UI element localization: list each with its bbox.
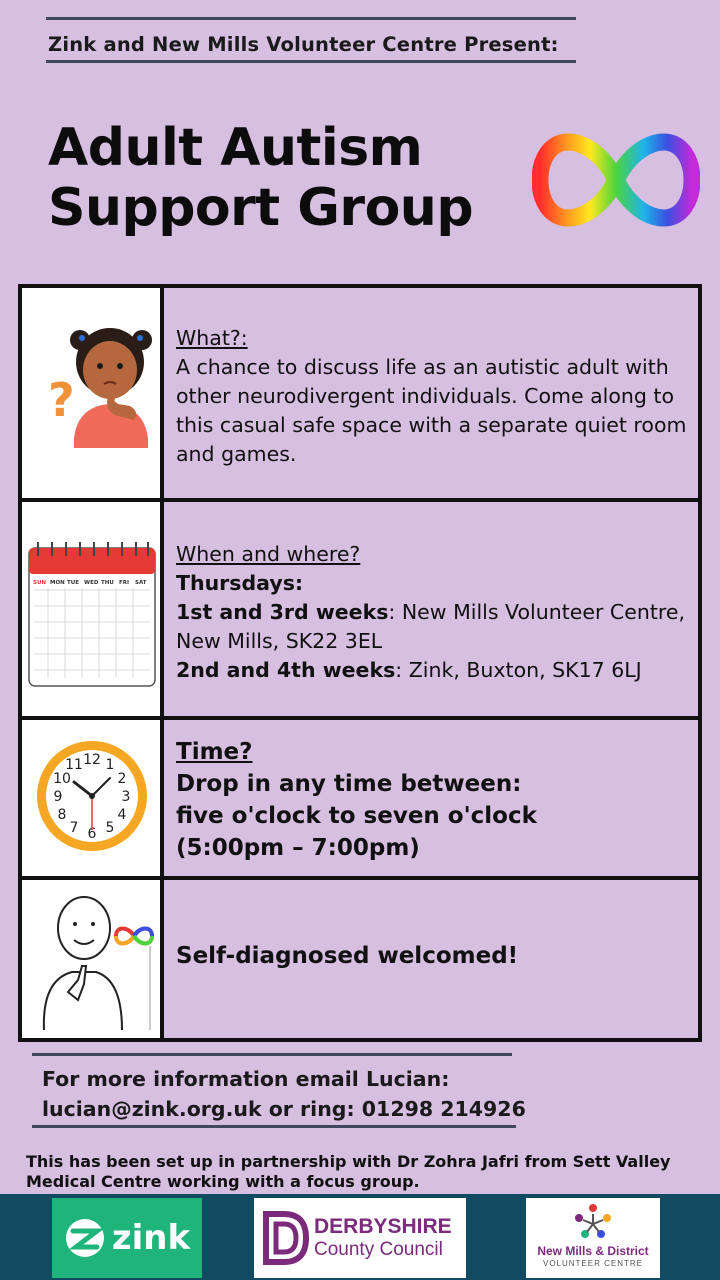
clock-icon: [22, 720, 164, 876]
welcome-row: [22, 880, 698, 1038]
clock-num-7: 7: [69, 820, 79, 836]
contact-line-2[interactable]: lucian@zink.org.uk or ring: 01298 214926: [42, 1097, 526, 1121]
top-rule: [46, 17, 576, 20]
week-a-label: 1st and 3rd weeks: [176, 600, 389, 624]
logo-bar: [0, 1194, 720, 1280]
rainbow-infinity-icon: [532, 130, 700, 230]
time-line-1: Drop in any time between:: [176, 771, 522, 797]
time-row: [22, 720, 698, 880]
zink-logo[interactable]: [52, 1198, 202, 1278]
presenter-line: Zink and New Mills Volunteer Centre Present:: [48, 33, 559, 56]
calendar-icon: [22, 502, 164, 716]
pointing-person-icon: [22, 880, 164, 1038]
when-heading: When and where?: [176, 542, 361, 566]
thinking-child-icon: [22, 288, 164, 498]
presenter-underline: [46, 60, 576, 63]
contact-bottom-rule: [32, 1125, 516, 1128]
derbyshire-council: County Council: [314, 1239, 443, 1260]
week-a-text: : New Mills Volunteer Centre, New Mills, SK22 3EL: [176, 600, 685, 653]
title-line-2: Support Group: [48, 178, 474, 238]
partnership-note: This has been set up in partnership with Dr Zohra Jafri from Sett Valley Medical Centre working with a focus group.: [26, 1152, 671, 1191]
welcome-icon-cell: [22, 880, 164, 1038]
what-icon-cell: [22, 288, 164, 498]
page-title: [48, 118, 473, 238]
contact-top-rule: [32, 1053, 512, 1056]
welcome-message: Self-diagnosed welcomed!: [176, 943, 519, 969]
time-icon-cell: [22, 720, 164, 876]
clock-num-8: 8: [57, 807, 67, 823]
derbyshire-logo[interactable]: [254, 1198, 466, 1278]
new-mills-subtitle: VOLUNTEER CENTRE: [542, 1259, 643, 1268]
calendar-day-sun: SUN: [33, 580, 47, 586]
time-text: [168, 720, 698, 876]
what-heading: What?:: [176, 326, 248, 350]
time-line-2: five o'clock to seven o'clock: [176, 803, 537, 829]
zink-wordmark: zink: [111, 1218, 191, 1258]
title-line-1: Adult Autism: [48, 118, 423, 178]
svg-text:?: ?: [48, 373, 75, 427]
new-mills-logo[interactable]: [526, 1198, 660, 1278]
time-heading: Time?: [176, 739, 253, 765]
calendar-day-mon: MON: [50, 580, 65, 586]
info-grid: [18, 284, 702, 1042]
calendar-day-fri: FRI: [119, 580, 130, 586]
derbyshire-name: DERBYSHIRE: [314, 1215, 452, 1238]
calendar-day-tue: TUE: [67, 580, 79, 586]
clock-num-2: 2: [117, 771, 127, 787]
what-row: [22, 288, 698, 502]
zink-swirl-icon: [64, 1217, 106, 1259]
when-row: [22, 502, 698, 720]
when-icon-cell: [22, 502, 164, 716]
week-b-text: : Zink, Buxton, SK17 6LJ: [395, 658, 642, 682]
derbyshire-text: [314, 1215, 452, 1261]
clock-num-11: 11: [65, 757, 83, 773]
contact-line-1: For more information email Lucian:: [42, 1067, 450, 1091]
when-text: [168, 502, 698, 716]
what-body: A chance to discuss life as an autistic adult with other neurodivergent individuals. Come along to this casual safe space with a separate quiet room and games.: [176, 355, 687, 466]
clock-num-5: 5: [105, 820, 115, 836]
clock-num-3: 3: [121, 789, 131, 805]
calendar-day-wed: WED: [84, 580, 99, 586]
what-text: [168, 288, 698, 498]
derbyshire-d-icon: [262, 1210, 310, 1266]
when-day: Thursdays:: [176, 571, 304, 595]
week-b-label: 2nd and 4th weeks: [176, 658, 396, 682]
clock-num-1: 1: [105, 757, 115, 773]
calendar-day-sat: SAT: [135, 580, 147, 586]
calendar-day-thu: THU: [101, 580, 114, 586]
clock-num-12: 12: [83, 752, 101, 768]
contact-block: [42, 1064, 526, 1124]
welcome-text: [168, 880, 698, 1038]
when-week-a: [176, 598, 698, 656]
time-line-3: (5:00pm – 7:00pm): [176, 835, 420, 861]
new-mills-name: New Mills & District: [537, 1244, 649, 1258]
clock-num-4: 4: [117, 807, 127, 823]
when-week-b: [176, 656, 698, 685]
clock-num-6: 6: [87, 826, 97, 842]
clock-num-10: 10: [53, 771, 71, 787]
volunteer-figures-icon: [571, 1202, 615, 1240]
clock-num-9: 9: [53, 789, 63, 805]
